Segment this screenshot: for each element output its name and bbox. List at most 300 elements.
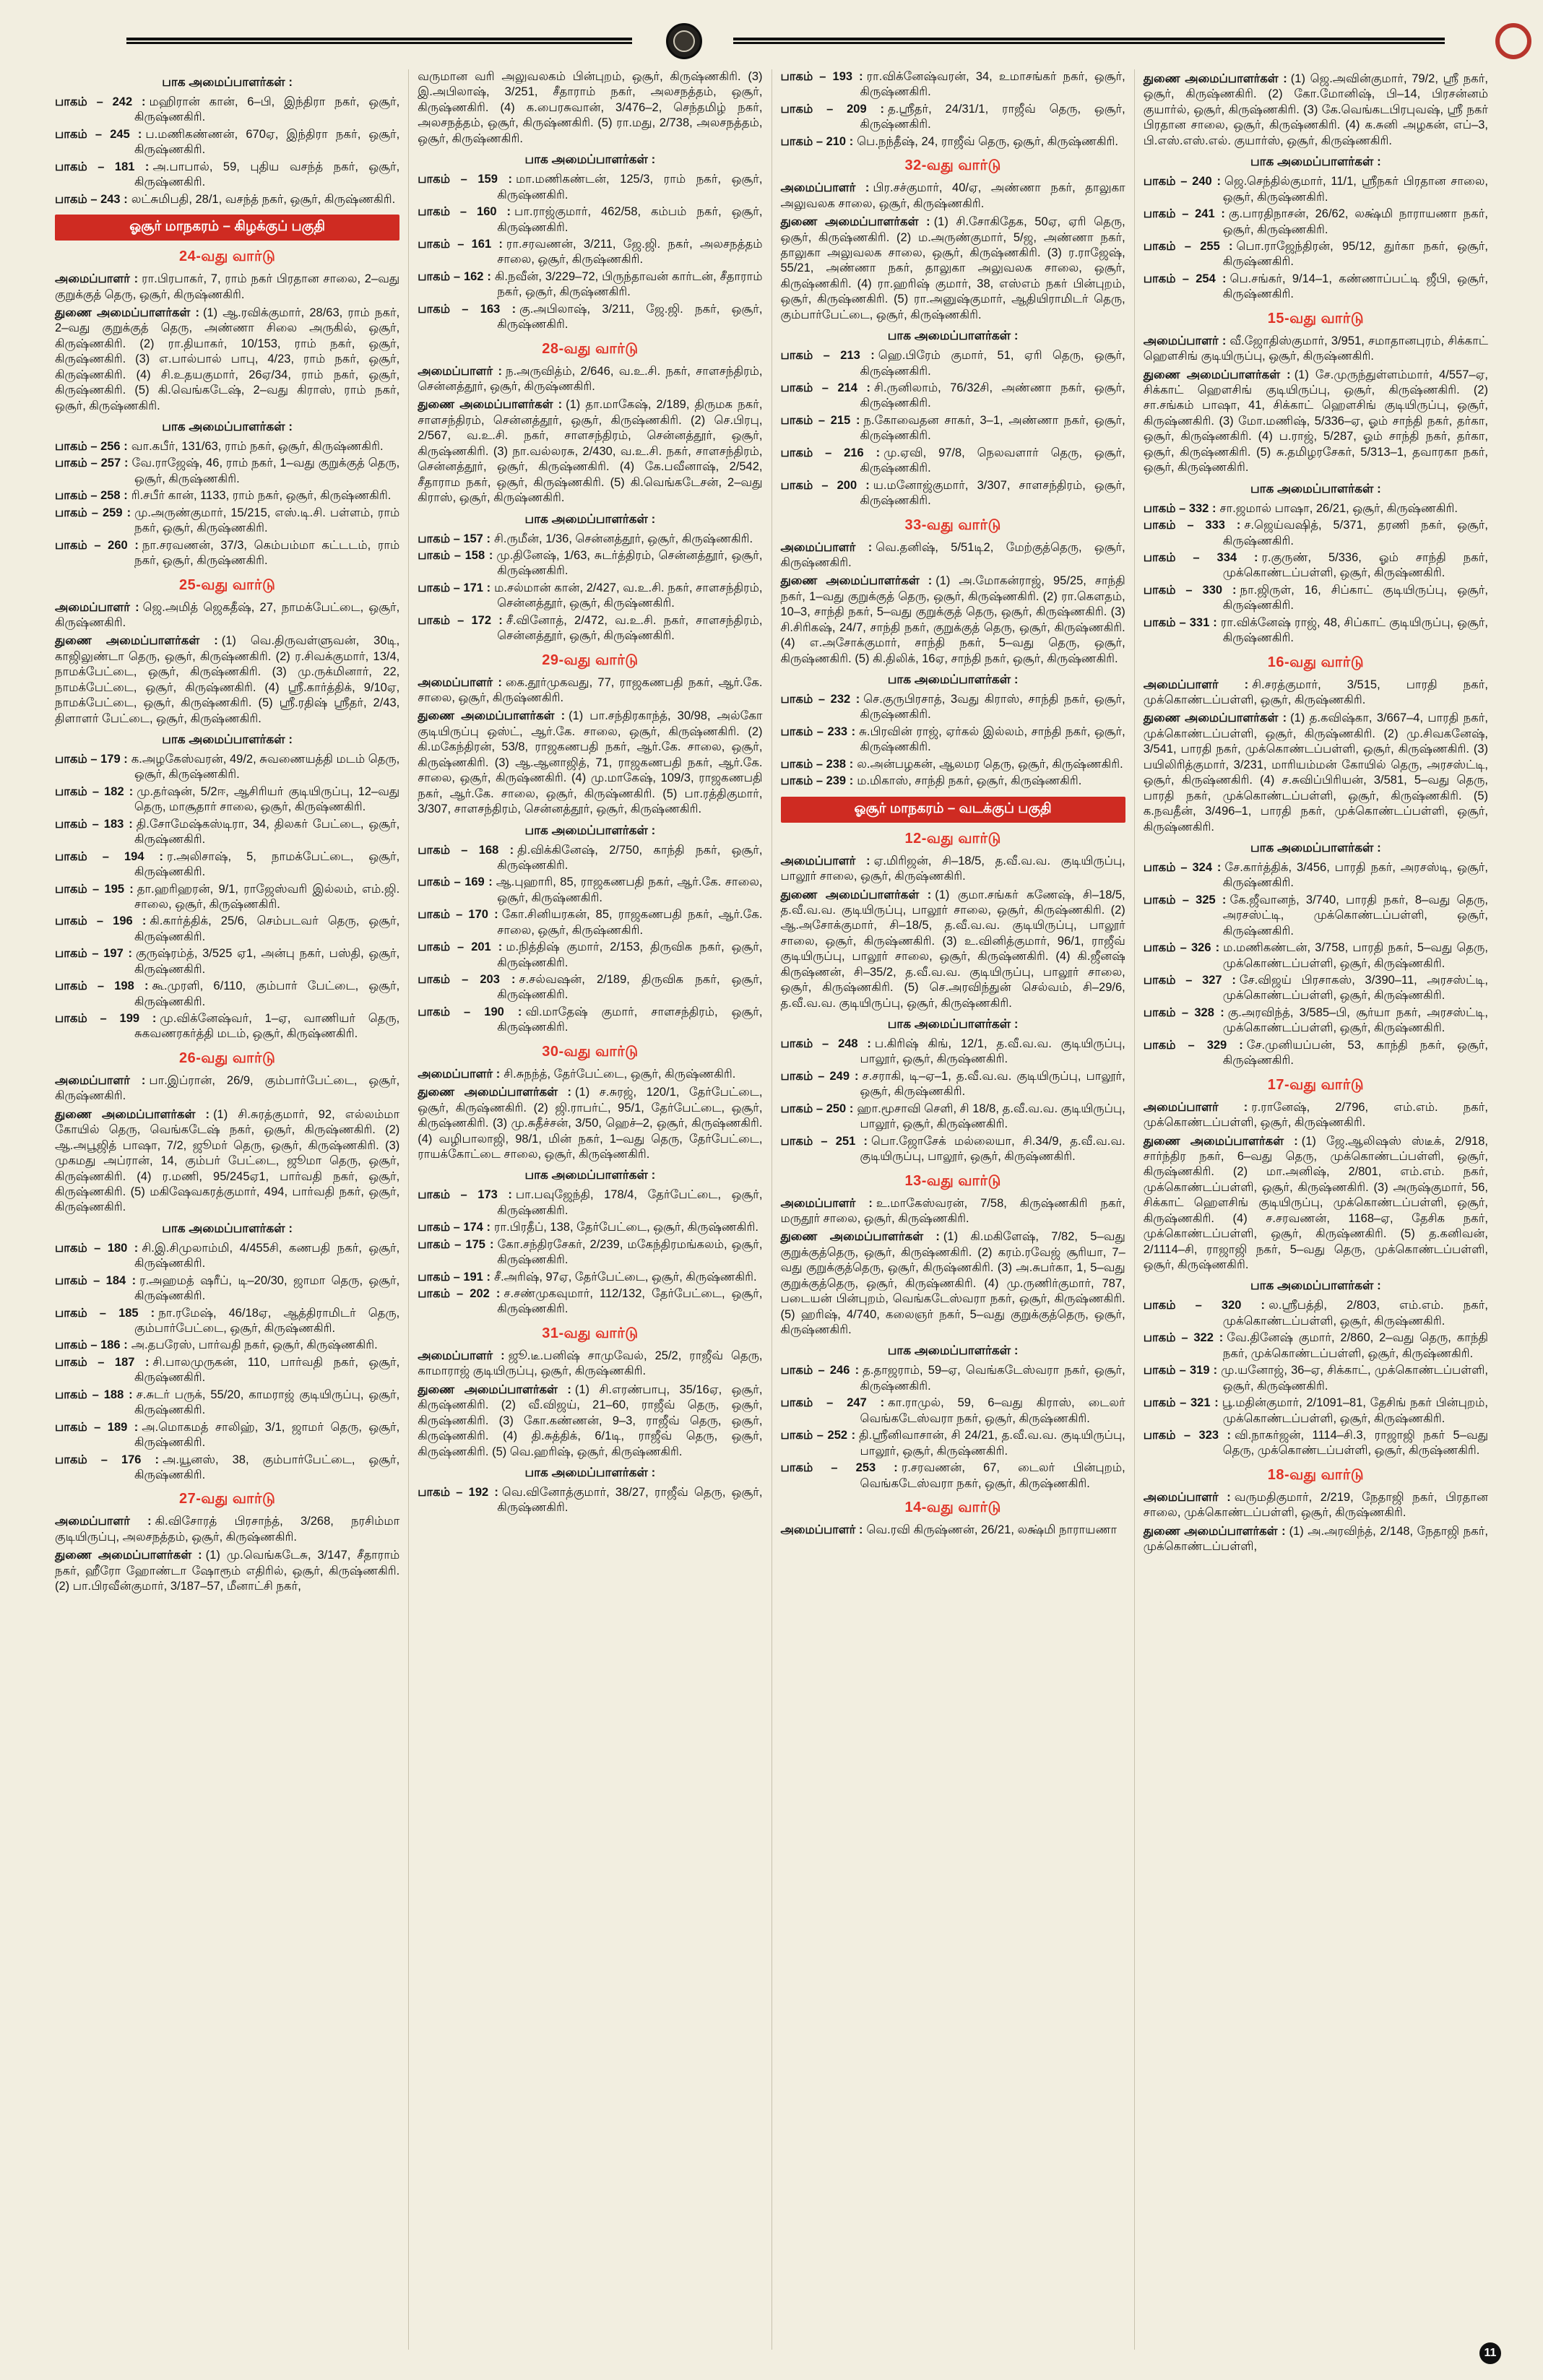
booth-entry bbox=[1144, 1038, 1488, 1069]
booth-organizers-heading: பாக அமைப்பாளர்கள் : bbox=[162, 420, 293, 433]
role-paragraph bbox=[781, 1196, 1125, 1227]
role-paragraph bbox=[418, 709, 762, 817]
booth-entry-label: பாகம் – 238 : bbox=[780, 757, 854, 771]
role-label: அமைப்பாளர் : bbox=[418, 1067, 501, 1081]
role-label: அமைப்பாளர் : bbox=[418, 1349, 505, 1362]
booth-entry-text: ஹா.மூசாவி செளி, சி 18/8, த.வீ.வ.வ. குடியிருப்பு, பாலூர், ஒசூர், கிருஷ்ணகிரி. bbox=[857, 1102, 1125, 1131]
role-label: துணை அமைப்பாளர்கள் : bbox=[418, 709, 566, 723]
booth-entry-text: ம.சல்மான் கான், 2/427, வ.உ.சி. நகர், சாளசந்திரம், சென்னத்தூர், ஒசூர், கிருஷ்ணகிரி. bbox=[494, 581, 763, 610]
booth-entry bbox=[1144, 518, 1488, 549]
booth-entry bbox=[418, 940, 762, 971]
booth-organizers-heading: பாக அமைப்பாளர்கள் : bbox=[1250, 840, 1381, 854]
booth-entry bbox=[418, 1005, 762, 1036]
role-label: அமைப்பாளர் : bbox=[55, 1073, 146, 1087]
ward-title: 29-வது வார்டு bbox=[542, 652, 639, 668]
booth-entry-text: அ.மொகமத் சாலிஹ், 3/1, ஜாமர் தெரு, ஒசூர், கிருஷ்ணகிரி. bbox=[134, 1420, 400, 1450]
booth-entry-text: சி.ருனிலாம், 76/32சி, அண்ணா நகர், ஒசூர், கிருஷ்ணகிரி. bbox=[860, 381, 1125, 410]
booth-entry bbox=[781, 774, 1125, 789]
booth-entry bbox=[55, 95, 399, 126]
role-label: துணை அமைப்பாளர்கள் : bbox=[418, 1382, 571, 1396]
booth-entry-text: ரா.விக்னேஷ்வரன், 34, உமாசங்கர் நகர், ஒசூர், கிருஷ்ணகிரி. bbox=[860, 70, 1125, 99]
booth-entry bbox=[1144, 615, 1488, 646]
booth-organizers-heading: பாக அமைப்பாளர்கள் : bbox=[1250, 481, 1381, 496]
booth-entry-text: ய.மனோஜ்குமார், 3/307, சாளசந்திரம், ஒசூர், கிருஷ்ணகிரி. bbox=[860, 478, 1125, 508]
booth-entry bbox=[781, 692, 1125, 723]
role-text: (1) ஜெ.அவின்குமார், 79/2, ஸ்ரீ நகர், ஒசூர், கிருஷ்ணகிரி. (2) கோ.மோனிஷ், பி–14, பிரசன்னம் குயார்ல், ஒசூர், கிருஷ்ணகிரி. (3) கே.வெங்கடபிரபுவஷ், ஸ்ரீ நகர் பிரதான சாலை, ஒசூர், கிருஷ்ணகிரி. (4) க.சுனி அழகன், எப்–3, பி.எஸ்.எஸ்.எல். குயார்ஸ், ஒசூர், கிருஷ்ணகிரி. bbox=[1143, 72, 1488, 147]
booth-entry-text: மு.தினேஷ், 1/63, சுடர்த்திரம், சென்னத்தூர், ஒசூர், கிருஷ்ணகிரி. bbox=[496, 548, 763, 578]
role-text: (1) சி.எரண்பாபு, 35/16ஏ, ஒசூர், கிருஷ்ணகிரி. (2) வீ.விஜய், 21–60, ராஜீவ் தெரு, ஒசூர், கிருஷ்ணகிரி. (3) கோ.கண்ணன், 9–3, ராஜீவ் தெரு, ஒசூர், கிருஷ்ணகிரி. (4) தி.சுத்திக், 6/1டி, ராஜீவ் தெரு, ஒசூர், கிருஷ்ணகிரி. (5) வெ.ஹரிஷ், ஒசூர், கிருஷ்ணகிரி. bbox=[418, 1382, 763, 1458]
booth-entry-text: செ.குருபிரசாத், 3வது கிராஸ், சாந்தி நகர், ஒசூர், கிருஷ்ணகிரி. bbox=[860, 693, 1125, 722]
booth-entry-label: பாகம் – 169 : bbox=[418, 875, 493, 889]
booth-entry bbox=[781, 1069, 1125, 1100]
booth-entry-label: பாகம் – 232 : bbox=[780, 693, 860, 706]
role-paragraph bbox=[418, 1349, 762, 1380]
booth-organizers-heading: பாக அமைப்பாளர்கள் : bbox=[162, 732, 293, 746]
booth-entry-text: தா.ஹரிஹரன், 9/1, ராஜேஸ்வரி இல்லம், எம்.ஜி. சாலை, ஒசூர், கிருஷ்ணகிரி. bbox=[134, 882, 400, 911]
booth-entry-label: பாகம் – 163 : bbox=[418, 302, 517, 316]
booth-entry-label: பாகம் – 192 : bbox=[418, 1485, 498, 1499]
booth-organizers-heading: பாக அமைப்பாளர்கள் : bbox=[1250, 155, 1381, 169]
booth-entry-text: த.தாஜராம், 59–ஏ, வெங்கடேஸ்வரா நகர், ஒசூர், கிருஷ்ணகிரி. bbox=[860, 1364, 1125, 1393]
booth-entry-text: மு.தர்ஷன், 5/2ஈ, ஆசிரியர் குடியிருப்பு, 12–வது தெரு, மாசூதார் சாலை, ஒசூர், கிருஷ்ணகிரி. bbox=[134, 784, 400, 814]
booth-entry-label: பாகம் – 191 : bbox=[418, 1270, 490, 1284]
booth-entry-label: பாகம் – 329 : bbox=[1143, 1038, 1243, 1052]
booth-entry-text: பா.பவுஜேந்தி, 178/4, தேர்பேட்டை, ஒசூர், கிருஷ்ணகிரி. bbox=[497, 1188, 763, 1217]
booth-entry-label: பாகம் – 256 : bbox=[55, 440, 128, 453]
booth-entry-text: கே.ஜீவானந், 3/740, பாரதி நகர், 8–வது தெரு, அரசஸ்ட்டி, முக்கொண்டப்பள்ளி, ஒசூர், கிருஷ்ணகிரி. bbox=[1222, 893, 1488, 938]
booth-entry-label: பாகம் – 259 : bbox=[55, 506, 131, 519]
booth-entry-text: பொ.ராஜேந்திரன், 95/12, துர்கா நகர், ஒசூர், கிருஷ்ணகிரி. bbox=[1222, 239, 1488, 269]
role-paragraph bbox=[55, 306, 399, 414]
booth-entry-label: பாகம் – 190 : bbox=[418, 1005, 522, 1018]
booth-entry bbox=[55, 538, 399, 569]
booth-entry-label: பாகம் – 194 : bbox=[55, 849, 164, 863]
booth-entry bbox=[418, 613, 762, 644]
booth-entry-text: ல.அன்பழகன், ஆலமர தெரு, ஒசூர், கிருஷ்ணகிரி. bbox=[857, 757, 1123, 771]
booth-entry-label: பாகம் – 242 : bbox=[55, 95, 146, 108]
booth-entry-text: வெ.வினோத்குமார், 38/27, ராஜீவ் தெரு, ஒசூர், கிருஷ்ணகிரி. bbox=[497, 1485, 763, 1515]
booth-entry bbox=[418, 843, 762, 874]
role-text: ஜூ.டீ.பனிஷ் சாமுவேல், 25/2, ராஜீவ் தெரு, காமாராஜ் குடியிருப்பு, ஒசூர், கிருஷ்ணகிரி. bbox=[418, 1349, 763, 1378]
booth-entry bbox=[55, 1420, 399, 1451]
booth-entry-text: ப.மணிகண்ணன், 670ஏ, இந்திரா நகர், ஒசூர், கிருஷ்ணகிரி. bbox=[134, 127, 400, 157]
role-label: அமைப்பாளர் : bbox=[780, 1523, 863, 1536]
role-paragraph bbox=[1144, 1524, 1488, 1555]
booth-entry-text: வே.தினேஷ் குமார், 2/860, 2–வது தெரு, காந்தி நகர், முக்கொண்டப்பள்ளி, ஒசூர், கிருஷ்ணகிரி. bbox=[1222, 1331, 1489, 1360]
booth-entry-label: பாகம் – 196 : bbox=[55, 914, 147, 928]
role-paragraph bbox=[418, 1067, 762, 1082]
booth-entry bbox=[55, 506, 399, 537]
booth-entry-text: சா.ஜமால் பாஷா, 26/21, ஒசூர், கிருஷ்ணகிரி. bbox=[1219, 501, 1458, 515]
booth-entry-label: பாகம் – 255 : bbox=[1143, 239, 1233, 253]
booth-entry-label: பாகம் – 333 : bbox=[1143, 519, 1241, 532]
role-label: துணை அமைப்பாளர்கள் : bbox=[1143, 711, 1287, 725]
role-paragraph bbox=[55, 1073, 399, 1104]
booth-entry-label: பாகம் – 174 : bbox=[418, 1221, 490, 1234]
booth-entry-label: பாகம் – 209 : bbox=[780, 102, 884, 116]
booth-organizers-heading: பாக அமைப்பாளர்கள் : bbox=[887, 1017, 1019, 1031]
ward-title: 26-வது வார்டு bbox=[178, 1050, 276, 1066]
booth-entry-text: சி.இ.சிமுலாம்மி, 4/455சி, கணபதி நகர், ஒசூர், கிருஷ்ணகிரி. bbox=[134, 1241, 400, 1271]
booth-organizers-heading: பாக அமைப்பாளர்கள் : bbox=[524, 511, 656, 526]
booth-entry-label: பாகம் – 248 : bbox=[780, 1037, 871, 1050]
booth-entry-label: பாகம் – 198 : bbox=[55, 979, 149, 993]
role-label: துணை அமைப்பாளர்கள் : bbox=[780, 215, 930, 229]
role-label: துணை அமைப்பாளர்கள் : bbox=[780, 1230, 940, 1244]
booth-entry-label: பாகம் – 326 : bbox=[1143, 941, 1220, 955]
booth-entry-label: பாகம் – 173 : bbox=[418, 1188, 512, 1202]
booth-entry-label: பாகம் – 200 : bbox=[780, 478, 870, 492]
masthead-red-circle-icon bbox=[1495, 23, 1531, 59]
role-label: அமைப்பாளர் : bbox=[780, 1196, 873, 1210]
booth-entry-text: சு.பிரவின் ராஜ், ஏர்கல் இல்லம், சாந்தி நகர், ஒசூர், கிருஷ்ணகிரி. bbox=[859, 724, 1125, 754]
role-label: அமைப்பாளர் : bbox=[418, 675, 502, 689]
role-text: ந.அருவித்ம், 2/646, வ.உ.சி. நகர், சாளசந்திரம், சென்னத்தூர், ஒசூர், கிருஷ்ணகிரி. bbox=[418, 364, 763, 393]
continuation-paragraph: வருமான வரி அலுவலகம் பின்புறம், ஒசூர், கிருஷ்ணகிரி. (3) இ.அபிலாஷ், 3/251, சீதாராம் நகர், அலசநத்தம், ஒசூர், கிருஷ்ணகிரி. (4) க.பைரசுவான், 3/476–2, செந்தமிழ் நகர், அலசநத்தம், ஒசூர், கிருஷ்ணகிரி. (5) ரா.மது, 2/738, அலசநத்தம், ஒசூர், கிருஷ்ணகிரி. bbox=[418, 70, 763, 145]
booth-entry bbox=[781, 348, 1125, 379]
booth-entry-text: ச.சண்முகவுமார், 112/132, தேர்பேட்டை, ஒசூர், கிருஷ்ணகிரி. bbox=[497, 1287, 763, 1316]
booth-entry bbox=[781, 134, 1125, 150]
ward-title: 13-வது வார்டு bbox=[904, 1172, 1001, 1189]
role-label: அமைப்பாளர் : bbox=[780, 181, 870, 195]
booth-entry-text: மு.அருண்குமார், 15/215, எஸ்.டி.சி. பள்ளம், ராம் நகர், ஒசூர், கிருஷ்ணகிரி. bbox=[134, 506, 400, 535]
booth-entry-label: பாகம் – 162 : bbox=[418, 269, 491, 283]
booth-entry-text: பா.ராஜ்குமார், 462/58, கம்பம் நகர், ஒசூர், கிருஷ்ணகிரி. bbox=[497, 205, 763, 234]
role-paragraph bbox=[1144, 1490, 1488, 1521]
booth-entry-label: பாகம் – 214 : bbox=[780, 381, 871, 394]
booth-entry bbox=[1144, 501, 1488, 516]
role-label: துணை அமைப்பாளர்கள் : bbox=[1143, 1134, 1298, 1148]
booth-entry-text: மு.விக்னேஷ்வர், 1–ஏ, வாணியர் தெரு, சுகவணரகர்த்தி மடம், ஒசூர், கிருஷ்ணகிரி. bbox=[134, 1012, 400, 1041]
booth-entry-text: மஹிரான் கான், 6–பி, இந்திரா நகர், ஒசூர், கிருஷ்ணகிரி. bbox=[134, 95, 400, 124]
booth-entry-text: ந.கோவைதன சாகர், 3–1, அண்ணா நகர், ஒசூர், கிருஷ்ணகிரி. bbox=[860, 413, 1125, 443]
booth-entry bbox=[1144, 583, 1488, 614]
booth-entry-label: பாகம் – 253 : bbox=[780, 1461, 898, 1475]
booth-entry-label: பாகம் – 246 : bbox=[780, 1364, 860, 1377]
role-text: வெ.ரவி கிருஷ்ணன், 26/21, லக்ஷ்மி நாராயணா bbox=[866, 1523, 1118, 1536]
booth-entry-text: ஜெ.செந்தில்குமார், 11/1, ஸ்ரீநகர் பிரதான சாலை, ஒசூர், கிருஷ்ணகிரி. bbox=[1222, 175, 1489, 204]
booth-entry-label: பாகம் – 319 : bbox=[1143, 1364, 1218, 1377]
page-number-badge: 11 bbox=[1479, 2342, 1501, 2364]
masthead-rule-left bbox=[126, 38, 632, 44]
booth-organizers-heading: பாக அமைப்பாளர்கள் : bbox=[524, 1168, 656, 1182]
booth-entry-text: கோ.சந்திரசேகர், 2/239, மகேந்திரமங்கலம், ஒசூர், கிருஷ்ணகிரி. bbox=[497, 1237, 763, 1267]
role-text: வெ.தனிஷ், 5/51டி2, மேற்குத்தெரு, ஒசூர், கிருஷ்ணகிரி. bbox=[780, 540, 1125, 569]
booth-entry-label: பாகம் – 201 : bbox=[418, 940, 503, 954]
booth-entry-text: ச.ஜெய்வஷித், 5/371, தரணி நகர், ஒசூர், கிருஷ்ணகிரி. bbox=[1222, 519, 1489, 548]
booth-entry bbox=[781, 1363, 1125, 1394]
booth-entry-text: பெ.நந்தீஷ், 24, ராஜீவ் தெரு, ஒசூர், கிருஷ்ணகிரி. bbox=[857, 134, 1118, 148]
booth-entry-text: வி.மாதேஷ் குமார், சாளசந்திரம், ஒசூர், கிருஷ்ணகிரி. bbox=[497, 1005, 763, 1034]
ward-title: 25-வது வார்டு bbox=[178, 576, 276, 593]
booth-entry-label: பாகம் – 172 : bbox=[418, 613, 503, 627]
booth-entry-label: பாகம் – 257 : bbox=[55, 456, 129, 470]
role-text: (1) சி.சோகிதேக, 50ஏ, ஏரி தெரு, ஒசூர், கிருஷ்ணகிரி. (2) ம.அருண்குமார், 5/ஜ, அண்ணா நகர், தாலுகா அலுவலக சாலை, ஒசூர், கிருஷ்ணகிரி. (3) ர.ராஜேஷ், 55/21, அண்ணா நகர், தாலுகா அலுவலக சாலை, ஒசூர், கிருஷ்ணகிரி. (4) ரா.ஹரிஷ் குமார், 38, எஸ்எம் நகர் பின்புறம், ஒசூர், கிருஷ்ணகிரி. (5) ரா.அனுஷ்குமார், ஆதியிராமிடர் தெரு, கும்பார்பேட்டை, ஒசூர், கிருஷ்ணகிரி. bbox=[780, 215, 1125, 321]
booth-entry-label: பாகம் – 323 : bbox=[1143, 1428, 1231, 1442]
role-text: பா.இப்ரான், 26/9, கும்பார்பேட்டை, ஒசூர், கிருஷ்ணகிரி. bbox=[55, 1073, 400, 1103]
ward-title: 17-வது வார்டு bbox=[1267, 1076, 1365, 1093]
booth-entry bbox=[418, 972, 762, 1003]
booth-entry-label: பாகம் – 324 : bbox=[1143, 860, 1222, 874]
booth-organizers-heading: பாக அமைப்பாளர்கள் : bbox=[524, 823, 656, 837]
booth-entry bbox=[55, 1355, 399, 1386]
booth-entry-text: வே.ராஜேஷ், 46, ராம் நகர், 1–வது குறுக்குத் தெரு, ஒசூர், கிருஷ்ணகிரி. bbox=[131, 456, 400, 485]
booth-entry bbox=[418, 204, 762, 235]
booth-entry-text: கு.பாரதிநாசன், 26/62, லக்ஷ்மி நாராயணா நகர், ஒசூர், கிருஷ்ணகிரி. bbox=[1222, 207, 1489, 236]
booth-entry bbox=[781, 478, 1125, 509]
booth-entry-text: சி.ருமீன், 1/36, சென்னத்தூர், ஒசூர், கிருஷ்ணகிரி. bbox=[493, 532, 753, 545]
role-paragraph bbox=[418, 1382, 762, 1460]
booth-entry-text: ல.ஸ்ரீபத்தி, 2/803, எம்.எம். நகர், முக்கொண்டப்பள்ளி, ஒசூர், கிருஷ்ணகிரி. bbox=[1222, 1299, 1488, 1328]
booth-entry bbox=[1144, 1395, 1488, 1427]
booth-entry-label: பாகம் – 243 : bbox=[55, 192, 128, 206]
role-label: துணை அமைப்பாளர்கள் : bbox=[55, 1107, 210, 1121]
booth-entry-label: பாகம் – 187 : bbox=[55, 1355, 150, 1369]
role-label: அமைப்பாளர் : bbox=[418, 364, 503, 378]
booth-entry-text: ர.அஹமத் ஷரீப், டி–20/30, ஜாமா தெரு, ஒசூர், கிருஷ்ணகிரி. bbox=[134, 1273, 400, 1303]
booth-entry bbox=[55, 488, 399, 503]
booth-entry-label: பாகம் – 216 : bbox=[780, 446, 881, 459]
masthead bbox=[0, 22, 1543, 59]
booth-organizers-heading: பாக அமைப்பாளர்கள் : bbox=[162, 75, 293, 89]
booth-entry-label: பாகம் – 188 : bbox=[55, 1388, 133, 1401]
booth-entry-text: மு.ஏவி, 97/8, நெலவளார் தெரு, ஒசூர், கிருஷ்ணகிரி. bbox=[860, 446, 1125, 475]
booth-entry bbox=[781, 1461, 1125, 1492]
booth-entry bbox=[781, 1428, 1125, 1459]
role-text: ரா.பிரபாகர், 7, ராம் நகர் பிரதான சாலை, 2–வது குறுக்குத் தெரு, ஒசூர், கிருஷ்ணகிரி. bbox=[55, 272, 400, 301]
booth-entry-label: பாகம் – 260 : bbox=[55, 538, 139, 552]
booth-entry bbox=[1144, 272, 1488, 303]
booth-entry-label: பாகம் – 258 : bbox=[55, 489, 128, 503]
role-label: அமைப்பாளர் : bbox=[1143, 1100, 1248, 1114]
booth-entry bbox=[1144, 893, 1488, 939]
role-paragraph bbox=[781, 540, 1125, 571]
role-text: (1) த.கவிஷ்கா, 3/667–4, பாரதி நகர், முக்கொண்டப்பள்ளி, ஒசூர், கிருஷ்ணகிரி. (2) மு.சிவகனேஷ், 3/541, பாரதி நகர், முக்கொண்டப்பள்ளி, ஒசூர், கிருஷ்ணகிரி. (3) பயிலிரித்குமார், 3/231, மாரியம்மன் கோயில் தெரு, அரசஸ்ட்டி, ஒசூர், கிருஷ்ணகிரி. (4) ச.சுவிப்பிரியன், 3/581, 5–வது தெரு, பாரதி நகர், முக்கொண்டப்பள்ளி, ஒசூர், கிருஷ்ணகிரி. (5) க.நவதீன், 3/496–1, பாரதி நகர், முக்கொண்டப்பள்ளி, ஒசூர், கிருஷ்ணகிரி. bbox=[1143, 711, 1488, 834]
booth-entry bbox=[418, 237, 762, 268]
masthead-emblem-icon bbox=[666, 23, 702, 59]
booth-entry bbox=[55, 1011, 399, 1042]
role-paragraph bbox=[55, 1548, 399, 1594]
booth-entry bbox=[1144, 1005, 1488, 1037]
ward-title: 28-வது வார்டு bbox=[542, 340, 639, 357]
booth-entry-text: பொ.ஜோசேக் மல்லையா, சி.34/9, த.வீ.வ.வ. குடியிருப்பு, பாலூர், ஒசூர், கிருஷ்ணகிரி. bbox=[860, 1134, 1125, 1164]
booth-entry bbox=[418, 1286, 762, 1317]
role-text: (1) பா.சந்திரகாந்த், 30/98, அல்கோ குடியிருப்பு ஒஸ்ட், ஆர்.கே. சாலை, ஒசூர், கிருஷ்ணகிரி. (2) கி.மகேந்திரன், 53/8, ராஜகணபதி நகர், ஆர்.கே. சாலை, ஒசூர், கிருஷ்ணகிரி. (3) ஆ.ஆனாஜித், 71, ராஜகணபதி நகர், ஆர்.கே. சாலை, ஒசூர், கிருஷ்ணகிரி. (4) மு.மாகேஷ், 109/3, ராஜகணபதி நகர், ஆர்.கே. சாலை, ஒசூர், கிருஷ்ணகிரி. (5) பா.ரத்திகுமார், 3/307, சாளசந்திரம், சென்னத்தூர், ஒசூர், கிருஷ்ணகிரி. bbox=[418, 709, 763, 816]
booth-entry bbox=[1144, 1330, 1488, 1362]
booth-entry-text: ச.சுடர் பருக், 55/20, காமராஜ் குடியிருப்பு, ஒசூர், கிருஷ்ணகிரி. bbox=[134, 1388, 400, 1417]
booth-entry bbox=[781, 757, 1125, 772]
ward-title: 18-வது வார்டு bbox=[1267, 1466, 1365, 1483]
booth-entry-text: ம.நித்திஷ் குமார், 2/153, திருவிக நகர், ஒசூர், கிருஷ்ணகிரி. bbox=[497, 940, 763, 969]
booth-entry-text: கு.அரவிந்த், 3/585–பி, சூர்யா நகர், அரசஸ்ட்டி, முக்கொண்டப்பள்ளி, ஒசூர், கிருஷ்ணகிரி. bbox=[1222, 1005, 1488, 1035]
role-text: பிர.சச்குமார், 40/ஏ, அண்ணா நகர், தாலுகா அலுவலக சாலை, ஒசூர், கிருஷ்ணகிரி. bbox=[780, 181, 1125, 210]
booth-entry-text: வி.நாகர்ஜன், 1114–சி.3, ராஜாஜி நகர் 5–வது தெரு, முக்கொண்டப்பள்ளி, ஒசூர், கிருஷ்ணகிரி. bbox=[1222, 1428, 1489, 1458]
booth-entry-label: பாகம் – 332 : bbox=[1143, 501, 1216, 515]
booth-entry-text: த.ஸ்ரீதர், 24/31/1, ராஜீவ் தெரு, ஒசூர், கிருஷ்ணகிரி. bbox=[860, 102, 1125, 131]
role-paragraph bbox=[1144, 711, 1488, 835]
booth-entry-label: பாகம் – 159 : bbox=[418, 173, 513, 186]
booth-entry bbox=[781, 102, 1125, 133]
booth-entry-text: ச.சராகி, டி–ஏ–1, த.வீ.வ.வ. குடியிருப்பு, பாலூர், ஒசூர், கிருஷ்ணகிரி. bbox=[860, 1069, 1125, 1099]
role-label: துணை அமைப்பாளர்கள் : bbox=[418, 1086, 572, 1099]
booth-entry bbox=[418, 302, 762, 333]
booth-entry bbox=[781, 1395, 1125, 1427]
booth-entry-text: சீ.அரிஷ், 97ஏ, தேர்பேட்டை, ஒசூர், கிருஷ்ணகிரி. bbox=[493, 1270, 757, 1284]
ward-title: 14-வது வார்டு bbox=[904, 1499, 1001, 1515]
role-label: துணை அமைப்பாளர்கள் : bbox=[1143, 72, 1287, 85]
role-paragraph bbox=[1144, 1100, 1488, 1131]
ward-title: 30-வது வார்டு bbox=[542, 1043, 639, 1060]
role-paragraph bbox=[781, 1229, 1125, 1338]
booth-entry-text: மா.மணிகண்டன், 125/3, ராம் நகர், ஒசூர், கிருஷ்ணகிரி. bbox=[497, 173, 763, 202]
booth-entry-label: பாகம் – 247 : bbox=[780, 1396, 885, 1410]
column-3 bbox=[772, 69, 1134, 2350]
booth-entry-label: பாகம் – 327 : bbox=[1143, 974, 1236, 987]
role-label: அமைப்பாளர் : bbox=[780, 854, 870, 867]
booth-entry-label: பாகம் – 241 : bbox=[1143, 207, 1225, 221]
role-text: வருமதிகுமார், 2/219, நேதாஜி நகர், பிரதான சாலை, முக்கொண்டப்பள்ளி, ஒசூர், கிருஷ்ணகிரி. bbox=[1143, 1490, 1488, 1520]
booth-entry bbox=[55, 784, 399, 815]
role-label: துணை அமைப்பாளர்கள் : bbox=[780, 574, 933, 588]
booth-entry bbox=[781, 446, 1125, 477]
role-text: கி.விசோரத் பிரசாந்த், 3/268, நரசிம்மா குடியிருப்பு, அலசநத்தம், ஒசூர், கிருஷ்ணகிரி. bbox=[55, 1515, 400, 1544]
role-text: (1) ச.சுரஜ், 120/1, தேர்பேட்டை, ஒசூர், கிருஷ்ணகிரி. (2) ஜி.ராபர்ட், 95/1, தேர்பேட்டை, ஒசூர், கிருஷ்ணகிரி. (3) மு.சுதீச்சன், 3/50, ஹெச்–2, ஒசூர், கிருஷ்ணகிரி. (4) வழிபாலாஜி, 98/1, மின் நகர், 1–வது தெரு, தேர்பேட்டை, ராயக்கோட்டை சாலை, ஒசூர், கிருஷ்ணகிரி. bbox=[418, 1086, 763, 1161]
booth-entry-text: குருஷ்ரம்த், 3/525 ஏ1, அன்பு நகர், பஸ்தி, ஒசூர், கிருஷ்ணகிரி. bbox=[134, 947, 400, 976]
booth-entry-text: சே.விஜய் பிரசாகஸ், 3/390–11, அரசஸ்ட்டி, முக்கொண்டப்பள்ளி, ஒசூர், கிருஷ்ணகிரி. bbox=[1222, 974, 1488, 1003]
role-text: (1) அ.மோகன்ராஜ், 95/25, சாந்தி நகர், 1–வது குறுக்குத் தெரு, ஒசூர், கிருஷ்ணகிரி. (2) ரா.கௌதம், 10–3, சாந்தி நகர், 5–வது குறுக்குத் தெரு, ஒசூர், கிருஷ்ணகிரி. (3) சி.சிரிகஷ், 24/7, சாந்தி நகர், குறுக்குத் தெரு, ஒசூர், கிருஷ்ணகிரி. (4) எ.அசோக்குமார், சாந்தி நகர், 5–வது தெரு, ஒசூர், கிருஷ்ணகிரி. (5) கி.திலிக், 16ஏ, சாந்தி நகர், ஒசூர், கிருஷ்ணகிரி. bbox=[780, 574, 1125, 665]
ward-title: 16-வது வார்டு bbox=[1267, 654, 1365, 670]
booth-entry-label: பாகம் – 183 : bbox=[55, 817, 133, 831]
role-paragraph bbox=[1144, 678, 1488, 709]
booth-entry-text: க.அழகேஸ்வரன், 49/2, சுவணையத்தி மடம் தெரு, ஒசூர், கிருஷ்ணகிரி. bbox=[131, 753, 400, 782]
booth-entry-text: ர.அலிசாஷ், 5, நாமக்பேட்டை, ஒசூர், கிருஷ்ணகிரி. bbox=[134, 849, 400, 879]
booth-entry-label: பாகம் – 254 : bbox=[1143, 272, 1227, 285]
role-label: அமைப்பாளர் : bbox=[55, 600, 139, 614]
booth-entry bbox=[781, 1134, 1125, 1165]
booth-organizers-heading: பாக அமைப்பாளர்கள் : bbox=[887, 1343, 1019, 1358]
role-text: உ.மாகேஸ்வரன், 7/58, கிருஷ்ணகிரி நகர், மருதூர் சாலை, ஒசூர், கிருஷ்ணகிரி. bbox=[780, 1196, 1125, 1225]
booth-entry bbox=[1144, 1428, 1488, 1459]
role-text: வீ.ஜோதிஸ்குமார், 3/951, சமாதானபுரம், சிக்காட் ஹௌசிங் குடியிருப்பு, ஒசூர், கிருஷ்ணகிரி. bbox=[1143, 334, 1488, 363]
role-paragraph bbox=[781, 854, 1125, 885]
role-text: (1) தா.மாகேஷ், 2/189, திருமக நகர், சாளசந்திரம், சென்னத்தூர், ஒசூர், கிருஷ்ணகிரி. (2) செ.பிரபு, 2/567, வ.உ.சி. நகர், சாளசந்திரம், சென்னத்தூர், ஒசூர், கிருஷ்ணகிரி. (3) நா.வல்லரசு, 2/430, வ.உ.சி. நகர், சாளசந்திரம், சென்னத்தூர், ஒசூர், கிருஷ்ணகிரி. (4) கே.பவீனாஷ், 2/542, சீதாராம நகர், ஒசூர், கிருஷ்ணகிரி. (5) கி.வெங்கடேசன், 2–வது கிராஸ், ஒசூர், கிருஷ்ணகிரி. bbox=[418, 398, 763, 505]
booth-entry bbox=[55, 1241, 399, 1272]
booth-entry-label: பாகம் – 249 : bbox=[780, 1069, 859, 1083]
booth-entry-text: லட்சுமிபதி, 28/1, வசந்த் நகர், ஒசூர், கிருஷ்ணகிரி. bbox=[131, 192, 396, 206]
role-paragraph bbox=[55, 1107, 399, 1216]
booth-entry bbox=[418, 581, 762, 612]
booth-entry bbox=[781, 724, 1125, 756]
role-paragraph bbox=[418, 364, 762, 395]
role-text: (1) கி.மகிளேஷ், 7/82, 5–வது குறுக்குத்தெரு, ஒசூர், கிருஷ்ணகிரி. (2) கரம்.ரவேஜ் சூரியா, 7–வது குறுக்குத்தெரு, ஒசூர், கிருஷ்ணகிரி. (3) அ.சுபர்கா, 1, 5–வது குறுக்குத்தெரு, ஒசூர், கிருஷ்ணகிரி. (4) மு.ருணிர்குமார், 787, படையன் பின்புறம், வெங்கடேஸ்வரா நகர், ஒசூர், கிருஷ்ணகிரி. (5) ஹரிஷ், 4/740, கலைஞர் நகர், 5–வது குறுக்குத்தெரு, ஒசூர், கிருஷ்ணகிரி. bbox=[780, 1230, 1125, 1336]
booth-entry bbox=[55, 160, 399, 191]
booth-entry-text: கூ.முரளி, 6/110, கும்பார் பேட்டை, ஒசூர், கிருஷ்ணகிரி. bbox=[134, 979, 400, 1008]
booth-entry-text: சீ.வினோத், 2/472, வ.உ.சி. நகர், சாளசந்திரம், சென்னத்தூர், ஒசூர், கிருஷ்ணகிரி. bbox=[497, 613, 763, 643]
booth-organizers-heading: பாக அமைப்பாளர்கள் : bbox=[162, 1221, 293, 1235]
masthead-rule-right bbox=[733, 38, 1445, 44]
booth-entry bbox=[55, 946, 399, 977]
role-text: (1) மு.வெங்கடேசு, 3/147, சீதாராம் நகர், ஹீரோ ஹோண்டா ஷோரூம் எதிரில், ஒசூர், கிருஷ்ணகிரி. (2) பா.பிரவீன்குமார், 3/187–57, மீனாட்சி நகர், bbox=[55, 1549, 400, 1593]
booth-entry-label: பாகம் – 334 : bbox=[1143, 550, 1258, 564]
role-label: துணை அமைப்பாளர்கள் : bbox=[55, 634, 218, 648]
booth-entry-label: பாகம் – 321 : bbox=[1143, 1396, 1219, 1410]
booth-entry-label: பாகம் – 186 : bbox=[55, 1338, 128, 1352]
role-label: துணை அமைப்பாளர்கள் : bbox=[55, 1549, 202, 1562]
booth-entry bbox=[1144, 239, 1488, 270]
booth-entry bbox=[781, 413, 1125, 444]
role-label: அமைப்பாளர் : bbox=[1143, 678, 1249, 691]
ward-title: 31-வது வார்டு bbox=[542, 1325, 639, 1341]
booth-entry-text: ரா.விக்னேஷ் ராஜ், 48, சிப்காட் குடியிருப்பு, ஒசூர், கிருஷ்ணகிரி. bbox=[1220, 615, 1488, 645]
role-text: (1) ஆ.ரவிக்குமார், 28/63, ராம் நகர், 2–வது குறுக்குத் தெரு, அண்ணா சிலை அருகில், ஒசூர், கிருஷ்ணகிரி. (2) ரா.தியாகர், 10/153, ராம் நகர், ஒசூர், கிருஷ்ணகிரி. (3) எ.பால்பால் பாபு, 4/23, ராம் நகர், ஒசூர், கிருஷ்ணகிரி. (4) சி.உதயகுமார், 26ஏ/34, ராம் நகர், ஒசூர், கிருஷ்ணகிரி. (5) கி.வெங்கடேஷ், 2–வது கிராஸ், ராம் நகர், ஒசூர், கிருஷ்ணகிரி. bbox=[55, 306, 400, 412]
booth-entry bbox=[55, 456, 399, 487]
booth-entry-text: பூ.மதின்குமார், 2/1091–81, தேசிங் நகர் பின்புறம், முக்கொண்டப்பள்ளி, ஒசூர், கிருஷ்ணகிரி. bbox=[1222, 1396, 1488, 1425]
role-text: ஏ.மிரிஜன், சி–18/5, த.வீ.வ.வ. குடியிருப்பு, பாலூர் சாலை, ஒசூர், கிருஷ்ணகிரி. bbox=[780, 854, 1125, 883]
booth-organizers-heading: பாக அமைப்பாளர்கள் : bbox=[887, 329, 1019, 343]
role-paragraph bbox=[1144, 72, 1488, 149]
booth-entry-text: பெ.சங்கர், 9/14–1, கண்ணாப்பட்டி ஜீபி, ஒசூர், கிருஷ்ணகிரி. bbox=[1222, 272, 1488, 301]
booth-entry bbox=[1144, 860, 1488, 891]
region-header: ஓசூர் மாநகரம் – கிழக்குப் பகுதி bbox=[55, 215, 399, 241]
booth-entry-label: பாகம் – 331 : bbox=[1143, 615, 1217, 629]
booth-entry bbox=[55, 1453, 399, 1484]
role-paragraph bbox=[55, 633, 399, 727]
booth-entry-text: நா.சரவணன், 37/3, கெம்பம்மா கட்டடம், ராம் நகர், ஒசூர், கிருஷ்ணகிரி. bbox=[134, 538, 400, 568]
booth-entry bbox=[1144, 1298, 1488, 1329]
role-paragraph bbox=[55, 1514, 399, 1545]
booth-entry-label: பாகம் – 175 : bbox=[418, 1237, 494, 1251]
booth-entry-text: தி.ஸ்ரீனிவாசான், சி 24/21, த.வீ.வ.வ. குடியிருப்பு, பாலூர், ஒசூர், கிருஷ்ணகிரி. bbox=[859, 1429, 1125, 1458]
booth-entry-text: ர.குருண், 5/336, ஓம் சாந்தி நகர், முக்கொண்டப்பள்ளி, ஒசூர், கிருஷ்ணகிரி. bbox=[1222, 550, 1488, 580]
booth-entry-text: கி.கார்த்திக், 25/6, செம்படவர் தெரு, ஒசூர், கிருஷ்ணகிரி. bbox=[134, 914, 400, 943]
role-label: துணை அமைப்பாளர்கள் : bbox=[780, 888, 932, 901]
booth-entry bbox=[418, 1237, 762, 1268]
booth-entry-text: ரி.சபீர் கான், 1133, ராம் நகர், ஒசூர், கிருஷ்ணகிரி. bbox=[131, 489, 392, 503]
ward-title: 24-வது வார்டு bbox=[178, 248, 276, 265]
role-paragraph bbox=[55, 272, 399, 303]
booth-entry-text: ரா.பிரதீப், 138, தேர்பேட்டை, ஒசூர், கிருஷ்ணகிரி. bbox=[493, 1221, 758, 1234]
role-paragraph bbox=[781, 215, 1125, 323]
booth-entry bbox=[55, 752, 399, 783]
booth-entry-text: ஹெ.பிரேம் குமார், 51, ஏரி தெரு, ஒசூர், கிருஷ்ணகிரி. bbox=[860, 349, 1125, 378]
booth-entry bbox=[781, 381, 1125, 412]
role-paragraph bbox=[418, 397, 762, 506]
ward-title: 32-வது வார்டு bbox=[904, 157, 1001, 174]
region-header: ஓசூர் மாநகரம் – வடக்குப் பகுதி bbox=[781, 797, 1125, 823]
booth-entry-label: பாகம் – 160 : bbox=[418, 205, 511, 219]
booth-entry-label: பாகம் – 193 : bbox=[780, 70, 863, 83]
content-columns bbox=[46, 69, 1497, 2350]
booth-entry bbox=[55, 882, 399, 913]
booth-entry bbox=[55, 1273, 399, 1304]
ward-title: 27-வது வார்டு bbox=[178, 1491, 276, 1507]
booth-entry bbox=[418, 1270, 762, 1285]
booth-entry-label: பாகம் – 184 : bbox=[55, 1273, 137, 1287]
booth-entry bbox=[781, 1102, 1125, 1133]
booth-entry bbox=[55, 817, 399, 848]
ward-title: 33-வது வார்டு bbox=[904, 516, 1001, 533]
booth-entry-label: பாகம் – 189 : bbox=[55, 1420, 139, 1434]
booth-entry-text: சே.முனியப்பன், 53, காந்தி நகர், ஒசூர், கிருஷ்ணகிரி. bbox=[1222, 1038, 1488, 1068]
booth-organizers-heading: பாக அமைப்பாளர்கள் : bbox=[524, 1465, 656, 1479]
booth-entry-label: பாகம் – 185 : bbox=[55, 1306, 155, 1320]
role-label: அமைப்பாளர் : bbox=[55, 272, 139, 286]
role-text: சி.சுநந்த், தேர்பேட்டை, ஒசூர், கிருஷ்ணகிரி. bbox=[503, 1067, 736, 1081]
booth-entry-label: பாகம் – 252 : bbox=[780, 1429, 856, 1442]
column-4 bbox=[1134, 69, 1497, 2350]
booth-entry bbox=[418, 532, 762, 547]
booth-entry-label: பாகம் – 171 : bbox=[418, 581, 491, 594]
